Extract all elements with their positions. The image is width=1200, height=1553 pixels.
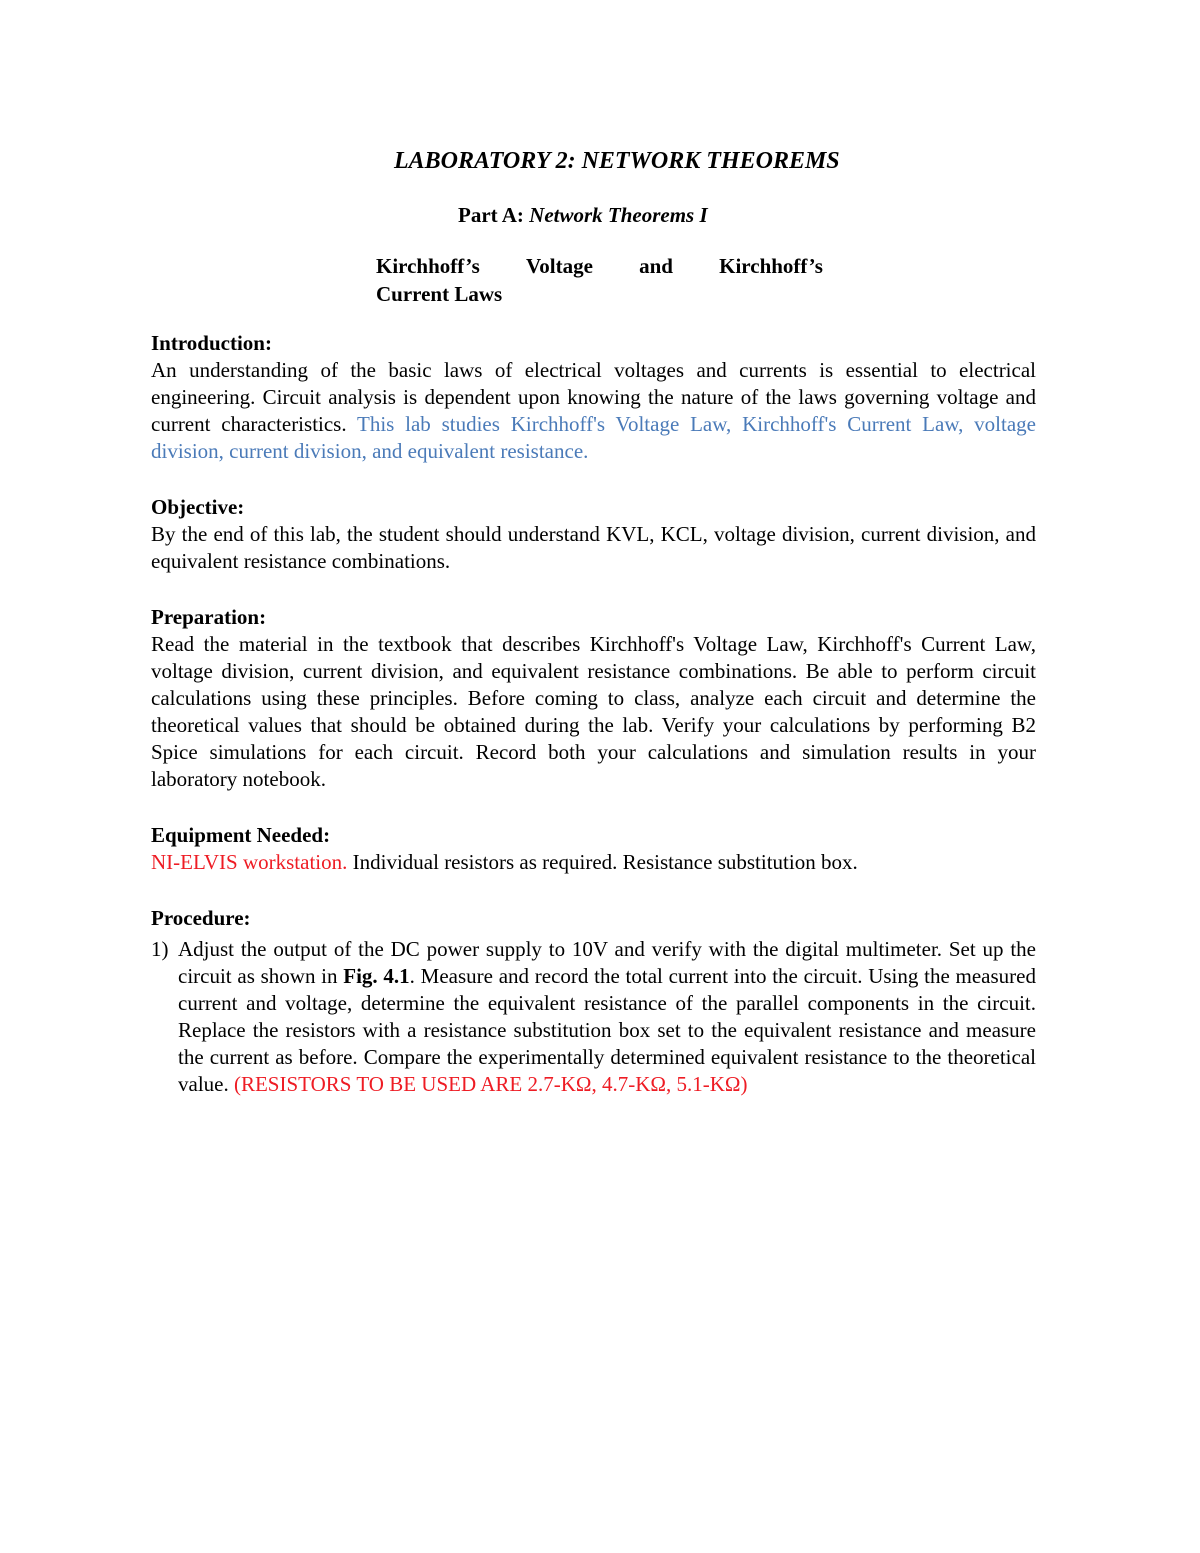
equipment-text: [151, 849, 1036, 876]
part-name: Network Theorems I: [529, 203, 708, 227]
subtitle-word: Kirchhoff’s: [376, 254, 480, 278]
introduction-heading: Introduction:: [151, 331, 272, 355]
subtitle-word: Voltage: [526, 254, 593, 278]
preparation-heading: Preparation:: [151, 605, 267, 629]
introduction-body: An understanding of the basic laws of electrical voltages and currents is essential to electrical engineering. Circuit analysis is dependent upon knowing the nature of the laws governing voltage and current characteristics.: [151, 358, 1036, 436]
procedure-step-number: 1): [151, 937, 169, 961]
subtitle-line-1: [376, 252, 823, 280]
subtitle-word: Kirchhoff’s: [719, 254, 823, 278]
lab-title: LABORATORY 2: NETWORK THEOREMS: [394, 148, 840, 174]
lab-subtitle: [376, 252, 823, 308]
objective-heading: Objective:: [151, 495, 245, 519]
objective-text: By the end of this lab, the student should understand KVL, KCL, voltage division, current division, and equivalent resistance combinations.: [151, 522, 1036, 573]
procedure-section: [151, 905, 1036, 1098]
figure-reference: Fig. 4.1: [343, 964, 410, 988]
subtitle-word: and: [639, 254, 673, 278]
procedure-step-text-after: . Measure and record the total current into the circuit. Using the measured current and voltage, determine the equivalent resistance of the parallel components in the circuit. Replace the resistors with a resistance substitution box set to the equivalent resistance and measure the current as before. Compare the experimentally determined equivalent resistance to the theoretical value.: [178, 964, 1036, 1096]
procedure-step-text: [178, 936, 1036, 1098]
equipment-highlight: NI-ELVIS workstation.: [151, 850, 348, 874]
procedure-step: [151, 936, 1036, 1098]
equipment-heading: Equipment Needed:: [151, 823, 331, 847]
preparation-text: Read the material in the textbook that describes Kirchhoff's Voltage Law, Kirchhoff's Current Law, voltage division, current division, and equivalent resistance combinations. Be able to perform circuit calculations using these principles. Before coming to class, analyze each circuit and determine the theoretical values that should be obtained during the lab. Verify your calculations by performing B2 Spice simulations for each circuit. Record both your calculations and simulation results in your laboratory notebook.: [151, 632, 1036, 791]
introduction-section: [151, 330, 1036, 465]
procedure-step-text-before: Adjust the output of the DC power supply to 10V and verify with the digital multimeter. Set up the circuit as shown in: [178, 937, 1036, 988]
preparation-section: [151, 604, 1036, 793]
introduction-text: [151, 357, 1036, 465]
equipment-body: Individual resistors as required. Resistance substitution box.: [347, 850, 858, 874]
procedure-heading: Procedure:: [151, 906, 251, 930]
resistor-values-note: (RESISTORS TO BE USED ARE 2.7-KΩ, 4.7-KΩ, 5.1-KΩ): [233, 1072, 748, 1096]
part-label: Part A:: [458, 203, 524, 227]
part-heading: [458, 203, 708, 228]
introduction-highlight: This lab studies Kirchhoff's Voltage Law, Kirchhoff's Current Law, voltage division, current division, and equivalent resistance.: [151, 412, 1036, 463]
objective-section: [151, 494, 1036, 575]
subtitle-line-2: Current Laws: [376, 282, 503, 306]
equipment-section: [151, 822, 1036, 876]
